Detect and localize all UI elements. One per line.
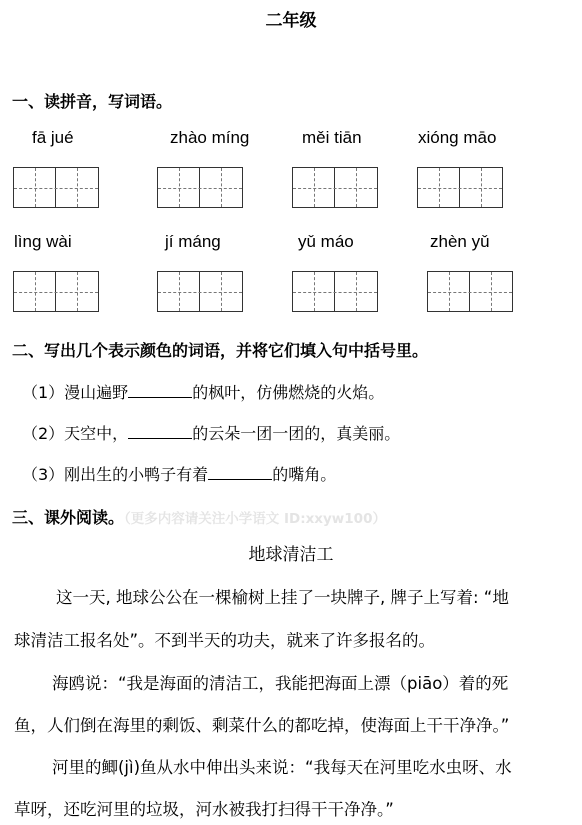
section3-heading xyxy=(12,505,386,528)
writing-grid[interactable] xyxy=(13,271,99,312)
writing-grid[interactable] xyxy=(427,271,513,312)
pinyin-label: zhào míng xyxy=(170,128,250,147)
sentence-suffix: 的枫叶，仿佛燃烧的火焰。 xyxy=(192,383,385,402)
pinyin-label: lìng wài xyxy=(14,232,72,251)
sentence-suffix: 的嘴角。 xyxy=(272,465,337,484)
writing-grid[interactable] xyxy=(157,271,243,312)
passage-line: 鱼，人们倒在海里的剩饭、剩菜什么的都吃掉，使海面上干干净净。” xyxy=(14,716,510,735)
passage-title: 地球清洁工 xyxy=(248,545,334,565)
pinyin-label: zhèn yǔ xyxy=(430,232,490,251)
passage-line: 河里的鲫(jì)鱼从水中伸出头来说：“我每天在河里吃水虫呀、水 xyxy=(52,758,512,777)
sentence-prefix: （2）天空中， xyxy=(22,424,129,443)
sentence-prefix: （1）漫山遍野 xyxy=(22,383,129,402)
writing-grid[interactable] xyxy=(157,167,243,208)
writing-grid[interactable] xyxy=(13,167,99,208)
pinyin-label: yǔ máo xyxy=(298,232,354,251)
passage-line: 球清洁工报名处”。不到半天的功夫，就来了许多报名的。 xyxy=(14,631,436,650)
sentence-suffix: 的云朵一团一团的，真美丽。 xyxy=(192,424,401,443)
answer-blank[interactable] xyxy=(208,465,272,480)
writing-grid[interactable] xyxy=(292,167,378,208)
pinyin-label: fā jué xyxy=(32,128,74,147)
pinyin-label: měi tiān xyxy=(302,128,362,147)
page-title: 二年级 xyxy=(265,11,317,31)
passage-line: 海鸥说：“我是海面的清洁工，我能把海面上漂（piāo）着的死 xyxy=(52,674,509,693)
answer-blank[interactable] xyxy=(128,424,192,439)
fill-sentence xyxy=(22,462,336,485)
section2-heading: 二、写出几个表示颜色的词语，并将它们填入句中括号里。 xyxy=(12,341,429,360)
fill-sentence xyxy=(22,421,400,444)
section1-heading: 一、读拼音，写词语。 xyxy=(12,92,173,111)
watermark-note: （更多内容请关注小学语文 ID:xxyw100） xyxy=(124,511,386,527)
passage-line: 草呀，还吃河里的垃圾，河水被我打扫得干干净净。” xyxy=(14,800,394,819)
pinyin-label: jí máng xyxy=(165,232,221,251)
writing-grid[interactable] xyxy=(292,271,378,312)
fill-sentence xyxy=(22,380,384,403)
writing-grid[interactable] xyxy=(417,167,503,208)
sentence-prefix: （3）刚出生的小鸭子有着 xyxy=(22,465,209,484)
answer-blank[interactable] xyxy=(128,383,192,398)
section3-heading-text: 三、课外阅读。 xyxy=(12,508,125,527)
passage-line: 这一天, 地球公公在一棵榆树上挂了一块牌子, 牌子上写着: “地 xyxy=(56,588,509,607)
pinyin-label: xióng māo xyxy=(418,128,497,147)
